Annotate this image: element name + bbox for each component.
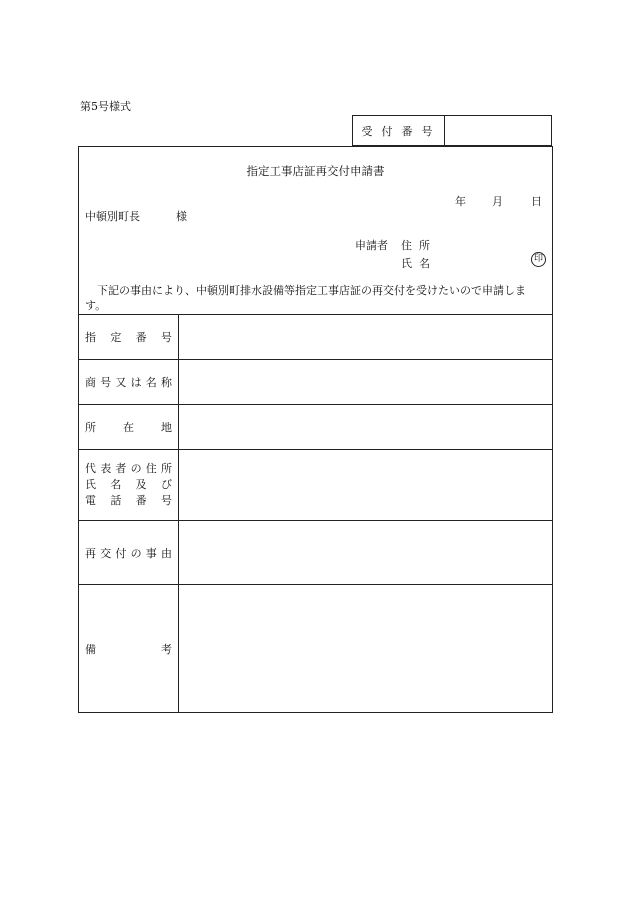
fields-table <box>78 314 553 713</box>
field-value-remarks[interactable] <box>179 585 553 713</box>
field-value-designation-number[interactable] <box>179 315 553 360</box>
field-value-trade-name[interactable] <box>179 360 553 405</box>
table-row <box>79 405 553 450</box>
applicant-address-row <box>355 237 430 253</box>
date-day-label: 日 <box>531 195 542 208</box>
addressee-suffix: 様 <box>176 210 187 223</box>
date-year-label: 年 <box>455 195 466 208</box>
seal-mark: 印 <box>531 252 546 267</box>
field-label-designation-number: 指 定 番 号 <box>79 315 179 360</box>
date-month-label: 月 <box>492 195 503 208</box>
field-value-location[interactable] <box>179 405 553 450</box>
addressee <box>85 208 187 224</box>
applicant-label: 申請者 <box>355 239 388 252</box>
receipt-number-box <box>352 115 552 146</box>
form-number: 第5号様式 <box>80 100 131 113</box>
addressee-name: 中頓別町長 <box>85 210 140 223</box>
field-label-reissue-reason: 再 交 付 の 事 由 <box>79 521 179 585</box>
table-row <box>79 585 553 713</box>
field-value-representative[interactable] <box>179 450 553 521</box>
field-label-trade-name: 商 号 又 は 名 称 <box>79 360 179 405</box>
date-line <box>455 193 542 209</box>
table-row <box>79 315 553 360</box>
receipt-number-field[interactable] <box>446 116 551 145</box>
application-form <box>78 146 553 713</box>
field-value-reissue-reason[interactable] <box>179 521 553 585</box>
address-label-char: 所 <box>419 239 430 252</box>
name-label-char: 氏 <box>401 257 412 270</box>
field-label-representative: 代 表 者 の 住 所 氏 名 及 び 電 話 番 号 <box>79 450 179 521</box>
table-row <box>79 450 553 521</box>
name-label-char: 名 <box>419 257 430 270</box>
applicant-name-row <box>355 255 430 271</box>
request-statement: 下記の事由により、中頓別町排水設備等指定工事店証の再交付を受けたいので申請します。 <box>85 284 526 312</box>
receipt-number-label: 受付番号 <box>353 116 445 145</box>
applicant-block <box>355 237 430 271</box>
table-row <box>79 521 553 585</box>
table-row <box>79 360 553 405</box>
field-label-remarks: 備 考 <box>79 585 179 713</box>
field-label-location: 所 在 地 <box>79 405 179 450</box>
form-title: 指定工事店証再交付申請書 <box>246 164 385 178</box>
address-label-char: 住 <box>401 239 412 252</box>
